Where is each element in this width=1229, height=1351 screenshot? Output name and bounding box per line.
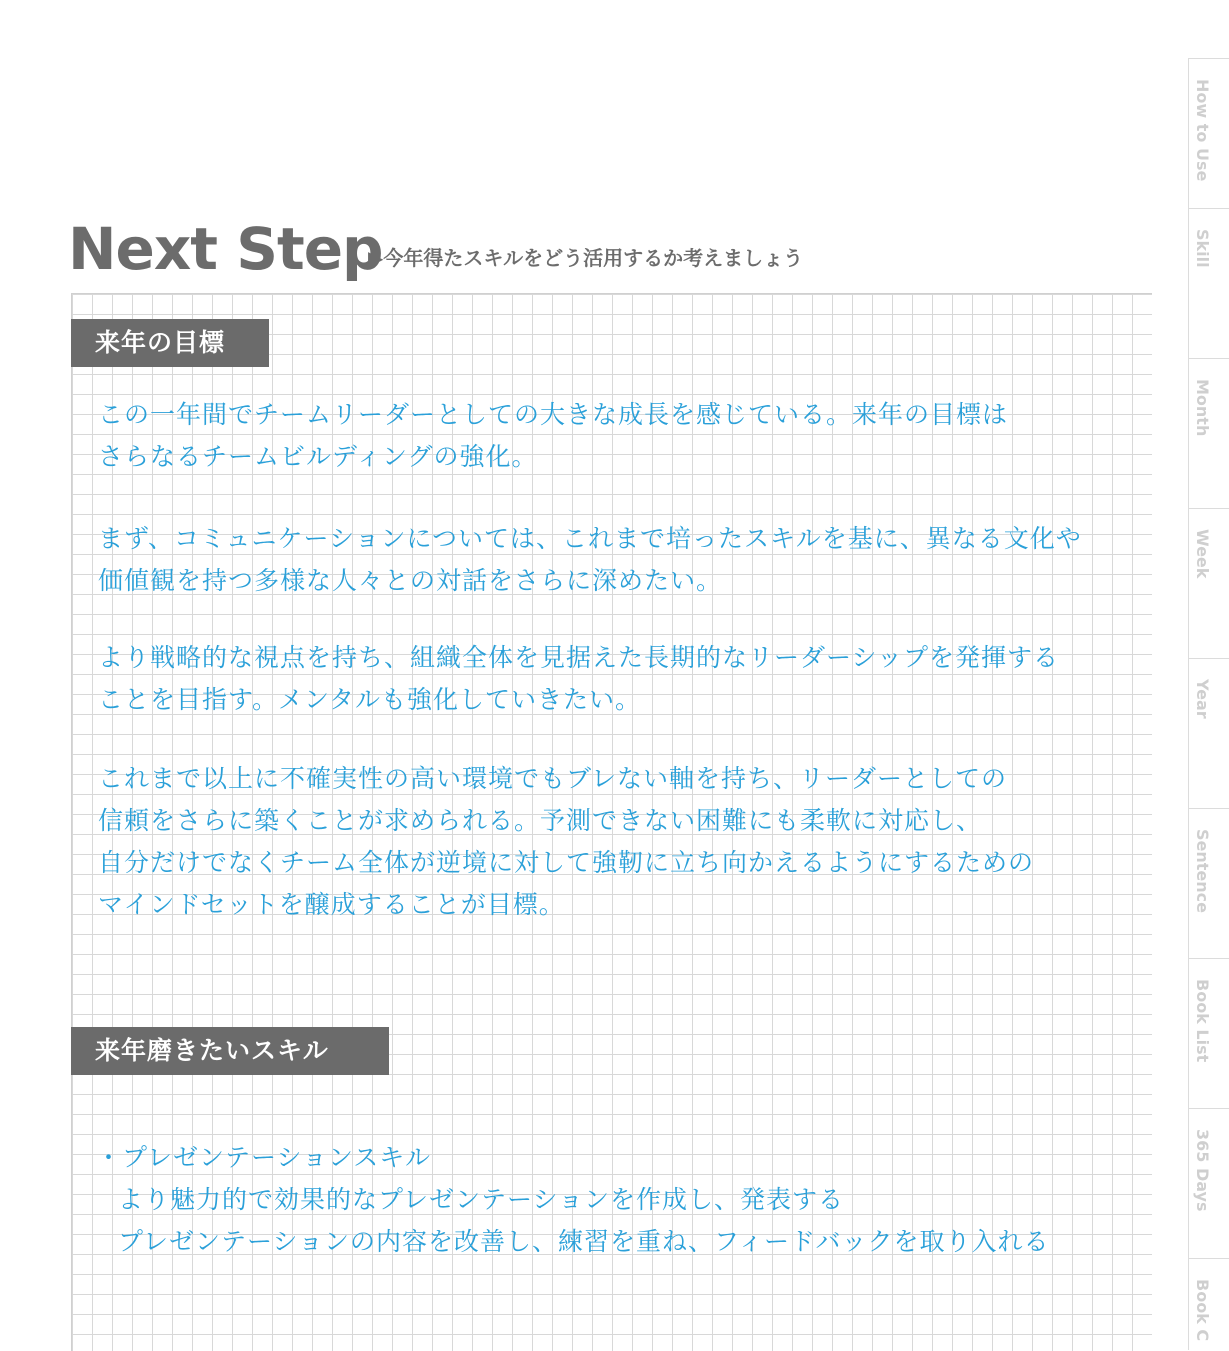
skill-item-label: ・プレゼンテーションスキル (96, 1143, 432, 1172)
side-tab-label: Sentence (1193, 829, 1212, 913)
handwritten-line: さらなるチームビルディングの強化。 (98, 442, 538, 471)
section-header-next-year-goal: 来年の目標 (71, 319, 269, 367)
side-tab-week[interactable] (1189, 508, 1229, 658)
side-tab-book-list[interactable] (1189, 958, 1229, 1108)
side-tab-label: Week (1193, 529, 1212, 579)
section-header-skills-to-improve: 来年磨きたいスキル (71, 1027, 389, 1075)
handwritten-line: まず、コミュニケーションについては、これまで培ったスキルを基に、異なる文化や (98, 524, 1082, 553)
handwritten-line: マインドセットを醸成することが目標。 (98, 890, 565, 919)
page-title: Next Step (68, 215, 383, 283)
goal-paragraph-2 (98, 518, 1082, 602)
handwritten-line: これまで以上に不確実性の高い環境でもブレない軸を持ち、リーダーとしての (98, 764, 1008, 793)
goal-paragraph-3 (98, 637, 1059, 721)
side-tab-skill[interactable] (1189, 208, 1229, 358)
side-tab-year[interactable] (1189, 658, 1229, 808)
handwritten-line: 自分だけでなくチーム全体が逆境に対して強靭に立ち向かえるようにするための (98, 848, 1035, 877)
side-tab-label: How to Use (1193, 79, 1212, 182)
skill-item-detail: プレゼンテーションの内容を改善し、練習を重ね、フィードバックを取り入れる (118, 1227, 1050, 1256)
handwritten-line: 価値観を持つ多様な人々との対話をさらに深めたい。 (98, 566, 723, 595)
side-tab-how-to-use[interactable] (1189, 58, 1229, 208)
side-tab-label: Book C (1193, 1279, 1212, 1342)
side-tab-label: 365 Days (1193, 1129, 1212, 1212)
side-tab-book-c[interactable] (1189, 1258, 1229, 1350)
skill-item-detail: より魅力的で効果的なプレゼンテーションを作成し、発表する (118, 1185, 845, 1214)
side-tab-label: Year (1193, 679, 1212, 719)
side-tab-sentence[interactable] (1189, 808, 1229, 958)
page-subtitle: ▶今年得たスキルをどう活用するか考えましょう (368, 246, 804, 270)
handwritten-line: ことを目指す。メンタルも強化していきたい。 (98, 685, 642, 714)
goal-paragraph-1 (98, 394, 1008, 478)
side-tab-label: Book List (1193, 979, 1212, 1063)
handwritten-line: より戦略的な視点を持ち、組織全体を見据えた長期的なリーダーシップを発揮する (98, 643, 1060, 672)
side-tab-label: Skill (1193, 229, 1212, 268)
goal-paragraph-4 (98, 758, 1034, 926)
side-tab-month[interactable] (1189, 358, 1229, 508)
handwritten-line: 信頼をさらに築くことが求められる。予測できない困難にも柔軟に対応し、 (98, 806, 983, 835)
side-tab-label: Month (1193, 379, 1212, 437)
side-tab-365-days[interactable] (1189, 1108, 1229, 1258)
side-index-tabs (1188, 58, 1229, 1350)
skill-list-item (96, 1137, 1050, 1263)
handwritten-line: この一年間でチームリーダーとしての大きな成長を感じている。来年の目標は (98, 400, 1009, 429)
